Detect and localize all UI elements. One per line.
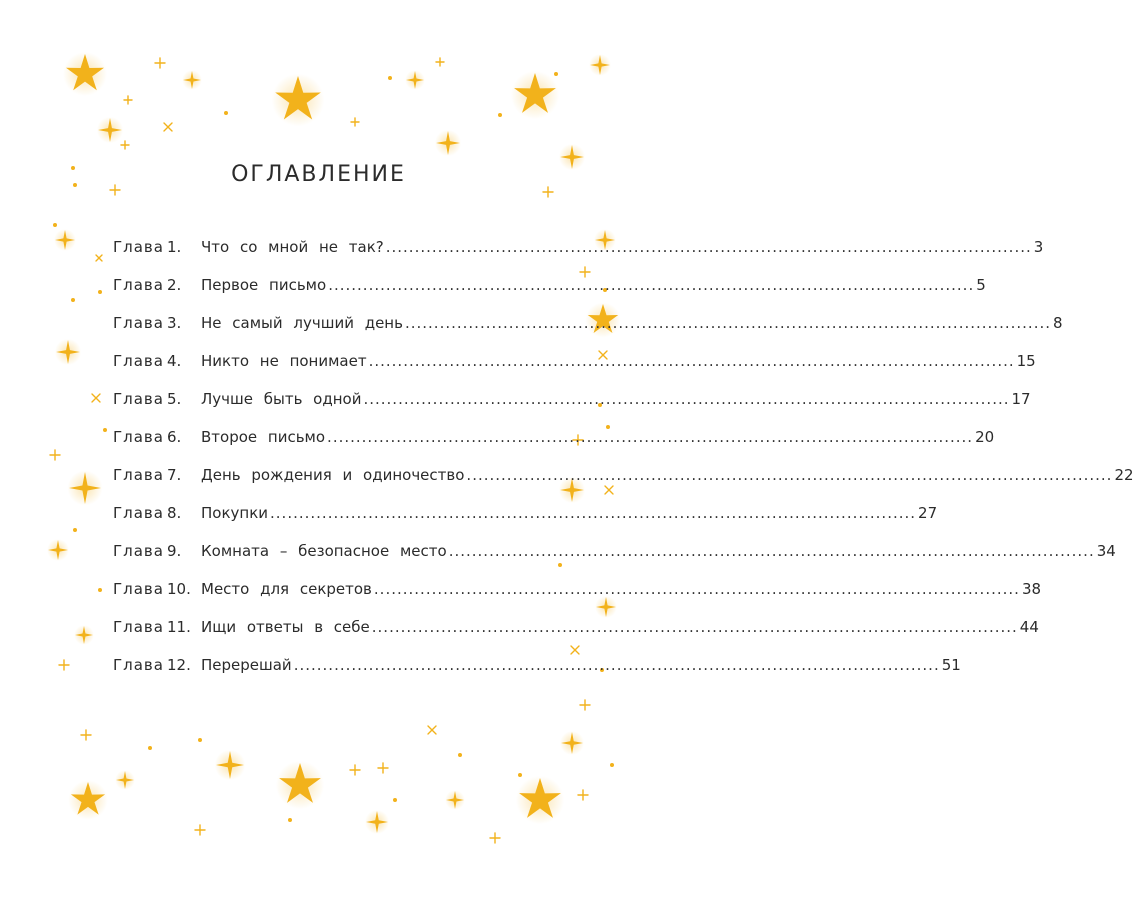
chapter-number: 1. — [167, 238, 182, 256]
dot-leader: ................................................................................................................ — [328, 276, 975, 294]
chapter-label: Глава — [113, 238, 164, 256]
chapter-title: Первое письмо — [201, 276, 327, 294]
toc-entry — [113, 304, 1063, 342]
page-number: 22 — [1114, 466, 1134, 484]
star-icon — [350, 765, 360, 775]
dot-leader: ................................................................................................................ — [293, 656, 940, 674]
page-number: 3 — [1033, 238, 1044, 256]
chapter-label: Глава — [113, 390, 164, 408]
page-number: 34 — [1096, 542, 1116, 560]
chapter-label: Глава — [113, 618, 164, 636]
page-number: 20 — [975, 428, 995, 446]
star-icon — [543, 187, 553, 197]
dot-leader: ................................................................................................................ — [363, 390, 1010, 408]
chapter-number: 10. — [167, 580, 191, 598]
page-number: 38 — [1021, 580, 1042, 598]
page-number: 51 — [941, 656, 961, 674]
star-icon — [195, 825, 205, 835]
chapter-number: 11. — [167, 618, 191, 636]
chapter-label: Глава — [113, 276, 164, 294]
dot-leader: ................................................................................................................ — [368, 352, 1015, 370]
star-icon — [288, 818, 292, 822]
chapter-number: 2. — [167, 276, 182, 294]
page-number: 8 — [1053, 314, 1063, 332]
star-icon — [458, 753, 462, 757]
star-icon — [50, 450, 60, 460]
dot-leader: ................................................................................................................ — [373, 580, 1020, 598]
table-of-contents — [113, 228, 1134, 684]
star-icon — [436, 58, 444, 66]
chapter-number: 3. — [167, 314, 182, 332]
dot-leader: ................................................................................................................ — [448, 542, 1095, 560]
chapter-title: Комната – безопасное место — [201, 542, 447, 560]
dot-leader: ................................................................................................................ — [404, 314, 1051, 332]
chapter-title: Не самый лучший день — [201, 314, 403, 332]
chapter-title: Что со мной не так? — [201, 238, 384, 256]
star-icon — [98, 588, 102, 592]
star-icon — [578, 790, 588, 800]
chapter-title: Покупки — [201, 504, 269, 522]
chapter-number: 6. — [167, 428, 182, 446]
star-icon — [580, 700, 590, 710]
star-icon — [393, 798, 397, 802]
toc-entry — [113, 570, 1042, 608]
chapter-label: Глава — [113, 466, 164, 484]
chapter-number: 5. — [167, 390, 182, 408]
chapter-title: Перерешай — [201, 656, 292, 674]
toc-entry — [113, 380, 1031, 418]
star-icon — [610, 763, 614, 767]
star-icon — [71, 298, 75, 302]
toc-entry — [113, 266, 986, 304]
toc-entry — [113, 342, 1036, 380]
star-icon — [98, 290, 102, 294]
star-icon — [121, 141, 129, 149]
toc-entry — [113, 646, 961, 684]
star-icon — [378, 763, 388, 773]
star-icon — [148, 746, 152, 750]
toc-entry — [113, 532, 1116, 570]
star-icon — [490, 833, 500, 843]
page-number: 5 — [976, 276, 986, 294]
page-number: 44 — [1019, 618, 1039, 636]
star-icon — [518, 773, 522, 777]
star-icon — [554, 72, 558, 76]
star-icon — [73, 528, 77, 532]
chapter-title: Место для секретов — [201, 580, 372, 598]
chapter-title: Второе письмо — [201, 428, 326, 446]
chapter-label: Глава — [113, 504, 164, 522]
page-title: ОГЛАВЛЕНИЕ — [231, 162, 406, 187]
chapter-label: Глава — [113, 352, 164, 370]
star-icon — [388, 76, 392, 80]
toc-entry — [113, 418, 995, 456]
star-icon — [96, 255, 102, 261]
star-icon — [59, 660, 69, 670]
star-icon — [92, 394, 100, 402]
star-icon — [103, 428, 107, 432]
chapter-number: 9. — [167, 542, 182, 560]
star-icon — [351, 118, 359, 126]
toc-entry — [113, 228, 1044, 266]
page-number: 27 — [918, 504, 938, 522]
dot-leader: ................................................................................................................ — [466, 466, 1113, 484]
toc-entry — [113, 494, 938, 532]
chapter-title: День рождения и одиночество — [201, 466, 465, 484]
dot-leader: ................................................................................................................ — [270, 504, 917, 522]
star-icon — [224, 111, 228, 115]
page-number: 17 — [1011, 390, 1031, 408]
page-number: 15 — [1016, 352, 1036, 370]
chapter-number: 4. — [167, 352, 182, 370]
star-icon — [164, 123, 172, 131]
chapter-label: Глава — [113, 580, 164, 598]
dot-leader: ................................................................................................................ — [385, 238, 1032, 256]
star-icon — [53, 223, 57, 227]
star-icon — [498, 113, 502, 117]
chapter-title: Лучше быть одной — [201, 390, 362, 408]
toc-entry — [113, 456, 1134, 494]
star-icon — [155, 58, 165, 68]
dot-leader: ................................................................................................................ — [371, 618, 1018, 636]
star-icon — [81, 730, 91, 740]
chapter-label: Глава — [113, 428, 164, 446]
chapter-number: 7. — [167, 466, 182, 484]
chapter-label: Глава — [113, 542, 164, 560]
chapter-label: Глава — [113, 656, 164, 674]
chapter-label: Глава — [113, 314, 164, 332]
chapter-number: 8. — [167, 504, 182, 522]
star-icon — [124, 96, 132, 104]
dot-leader: ................................................................................................................ — [327, 428, 974, 446]
toc-entry — [113, 608, 1039, 646]
star-icon — [428, 726, 436, 734]
star-icon — [198, 738, 202, 742]
chapter-title: Никто не понимает — [201, 352, 367, 370]
chapter-number: 12. — [167, 656, 191, 674]
chapter-title: Ищи ответы в себе — [201, 618, 370, 636]
